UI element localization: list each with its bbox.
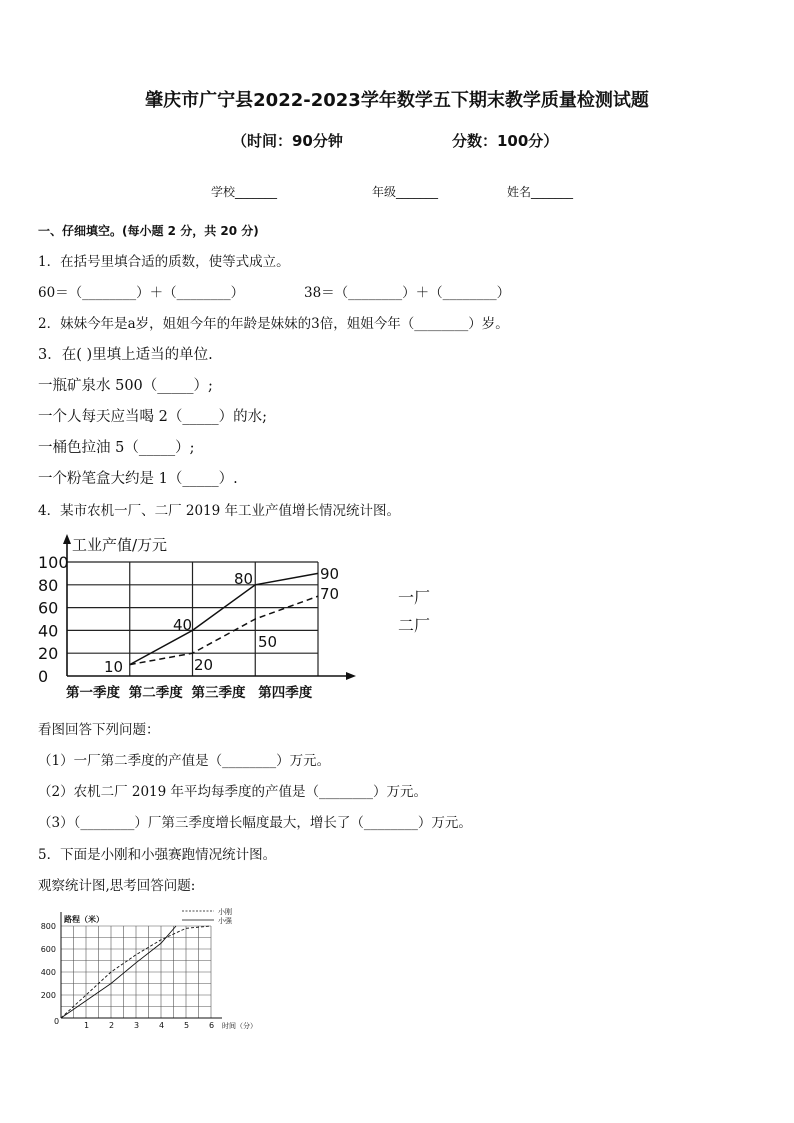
series-line-1	[130, 573, 318, 664]
x-tick-labels	[66, 684, 313, 701]
q3-item: 一个人每天应当喝 2（_____）的水;	[38, 409, 267, 425]
data-label: 80	[234, 570, 254, 588]
legend-factory-2: 二厂	[398, 616, 431, 635]
legend-label: 小强	[218, 917, 232, 925]
x-tick-label: 第四季度	[258, 685, 313, 701]
y-axis-label: 工业产值/万元	[72, 536, 168, 554]
chart-legend	[182, 907, 233, 925]
y-tick-label: 200	[40, 991, 56, 1000]
y-tick-labels	[38, 553, 69, 686]
x-tick-label: 3	[134, 1021, 140, 1030]
grade-field: 年级_______	[372, 185, 439, 199]
q4-sub-3: （3）（________）厂第三季度增长幅度最大，增长了（________）万元。	[38, 815, 472, 831]
question-2: 2．妹妹今年是a岁，姐姐今年的年龄是妹妹的3倍，姐姐今年（________）岁。	[38, 316, 509, 332]
chart-axes	[61, 912, 222, 1018]
page-title: 肇庆市广宁县2022-2023学年数学五下期末教学质量检测试题	[145, 90, 649, 111]
school-field: 学校_______	[211, 185, 278, 199]
y-tick-label: 80	[38, 575, 59, 595]
y-tick-label: 600	[40, 945, 56, 954]
y-tick-label: 60	[38, 598, 59, 618]
x-axis-arrow	[346, 672, 356, 680]
y-axis-arrow	[63, 534, 71, 544]
x-tick-label: 第一季度	[66, 685, 120, 701]
exam-time: （时间：90分钟	[232, 132, 343, 150]
data-label: 70	[320, 585, 340, 603]
data-label: 40	[173, 616, 193, 634]
y-tick-label: 0	[38, 667, 49, 686]
q1-equation-1: 60＝（________）＋（________）	[38, 285, 245, 301]
legend-factory-1: 一厂	[398, 588, 431, 607]
q3-item: 一瓶矿泉水 500（_____）;	[38, 378, 213, 394]
data-label: 50	[258, 633, 278, 651]
x-tick-label: 6	[209, 1021, 215, 1030]
q4-prompt: 看图回答下列问题：	[38, 722, 160, 738]
name-field: 姓名_______	[507, 185, 574, 199]
chart-grid	[61, 926, 211, 1018]
y-tick-label: 100	[38, 553, 69, 572]
x-tick-labels	[54, 1017, 214, 1030]
data-label: 10	[104, 658, 124, 676]
x-tick-label: 第二季度	[128, 685, 183, 701]
q3-item: 一桶色拉油 5（_____）;	[38, 440, 195, 456]
q3-item: 一个粉笔盒大约是 1（_____）.	[38, 471, 238, 487]
race-chart	[30, 905, 290, 1035]
data-label: 90	[320, 565, 340, 583]
y-tick-label: 400	[40, 968, 56, 977]
x-tick-label: 5	[184, 1021, 190, 1030]
x-tick-label: 4	[159, 1021, 165, 1030]
chart-series	[130, 573, 318, 664]
x-tick-label: 1	[84, 1021, 90, 1030]
question-5: 5．下面是小刚和小强赛跑情况统计图。	[38, 847, 277, 863]
y-tick-label: 800	[40, 922, 56, 931]
question-1: 1．在括号里填合适的质数，使等式成立。	[38, 254, 290, 270]
y-tick-label: 20	[38, 644, 59, 664]
x-tick-label: 第三季度	[191, 685, 246, 701]
q4-sub-2: （2）农机二厂 2019 年平均每季度的产值是（________）万元。	[38, 784, 428, 800]
data-label: 20	[194, 656, 214, 674]
x-axis-label: 时间（分）	[222, 1022, 257, 1030]
x-tick-label: 0	[54, 1017, 60, 1026]
y-axis-label: 路程（米）	[64, 915, 104, 924]
x-tick-label: 2	[109, 1021, 115, 1030]
legend-label: 小刚	[218, 908, 232, 916]
question-4: 4．某市农机一厂、二厂 2019 年工业产值增长情况统计图。	[38, 503, 401, 519]
q4-sub-1: （1）一厂第二季度的产值是（________）万元。	[38, 753, 331, 769]
q1-equation-2: 38＝（________）＋（________）	[304, 285, 511, 301]
section-heading: 一、仔细填空。(每小题 2 分，共 20 分)	[38, 224, 259, 238]
y-tick-label: 40	[38, 621, 59, 641]
y-tick-labels	[41, 922, 56, 1000]
exam-score: 分数：100分）	[452, 132, 559, 150]
question-3: 3．在( )里填上适当的单位.	[38, 347, 213, 363]
q5-prompt: 观察统计图,思考回答问题:	[38, 878, 196, 894]
